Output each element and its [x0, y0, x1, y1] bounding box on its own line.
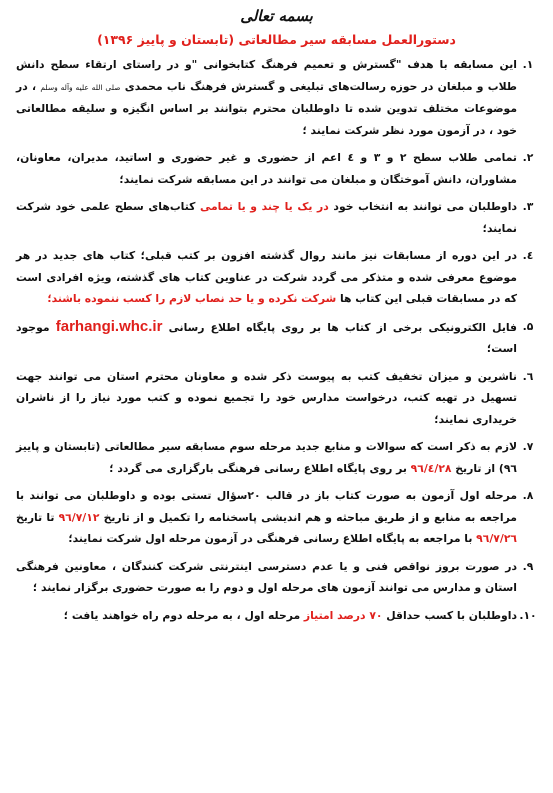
text-run: داوطلبان می توانند به انتخاب خود	[328, 200, 517, 213]
basmala-heading: بسمه تعالی	[240, 7, 313, 25]
item-text	[14, 196, 517, 239]
honorific-small-text: صلی الله علیه وآله وسلم	[40, 82, 121, 92]
list-item-1	[14, 54, 539, 141]
highlighted-text: شرکت نکرده و یا حد نصاب لازم را کسب ننموده باشند؛	[47, 292, 337, 305]
text-run: لازم به ذکر است که سوالات و منابع جدید مرحله سوم مسابقه سیر مطالعاتی (تابستان و پاییز ۹٦) از تاریخ	[16, 440, 517, 475]
text-run: ناشرین و میزان تخفیف کتب به پیوست ذکر شده و معاونان محترم استان می توانند جهت تسهیل در تهیه کتب، درخواست مدارس خود را تجمیع نموده و کتب مورد نیاز را از ناشران خریداری نمایند؛	[16, 369, 517, 426]
item-text	[14, 556, 517, 599]
list-item-2	[14, 147, 539, 190]
list-item-9	[14, 556, 539, 599]
text-run: مرحله اول آزمون به صورت کتاب باز در قالب ۲۰سؤال تستی بوده و داوطلبان می توانند با مراجعه به منابع و از طریق مباحثه و هم اندیشی پاسخنامه را تکمیل و از تاریخ	[16, 489, 518, 524]
item-text	[14, 316, 517, 360]
item-number: ۱۰.	[519, 608, 537, 622]
document-title: دستورالعمل مسابقه سیر مطالعاتی (تابستان و پاییز ۱۳۹۶)	[97, 32, 456, 47]
highlighted-date: ۹٦/۷/۱۲	[58, 510, 100, 524]
text-run: در صورت بروز نواقص فنی و یا عدم دسترسی اینترنتی شرکت کنندگان ، معاونین فرهنگی استان و مدارس می توانند آزمون های مرحله اول و دوم را به صورت حضوری برگزار نمایند ؛	[16, 559, 517, 594]
list-item-7	[14, 436, 539, 479]
item-number: ٤.	[522, 249, 534, 262]
text-run: کتاب‌های سطح علمی خود شرکت نمایند؛	[16, 200, 517, 235]
item-number: ٦.	[522, 369, 534, 383]
text-run: موجود است؛	[16, 320, 517, 355]
document-page	[14, 6, 539, 632]
item-number: ۵.	[522, 319, 534, 333]
item-text	[14, 485, 517, 550]
item-text	[14, 54, 517, 141]
item-text	[14, 366, 517, 431]
text-run: در این دوره از مسابقات نیز مانند روال گذشته افزون بر کتب قبلی؛ کتاب های جدید در هر موضوع معرفی شده و متذکر می گردد شرکت در عناوین کتاب های گذشته، ویژه افرادی است که در مسابقات قبلی این کتاب ها	[16, 249, 517, 305]
highlighted-date: ۹٦/۷/۲٦	[476, 532, 517, 545]
list-item-6	[14, 366, 539, 431]
text-run: تمامی طلاب سطح ۲ و ۳ و ٤ اعم از حضوری و غیر حضوری و اساتید، مدیران، معاونان، مشاوران، دانش آموختگان و مبلغان می توانند در این مسابقه شرکت نمایند؛	[16, 151, 517, 186]
list-item-3	[14, 196, 539, 239]
item-number: ۸.	[522, 489, 534, 502]
website-link[interactable]: farhangi.whc.ir	[55, 317, 163, 335]
instruction-list	[14, 54, 539, 626]
highlighted-text: در یک یا چند و یا تمامی	[200, 200, 329, 213]
item-text	[14, 147, 517, 190]
item-text	[14, 436, 517, 479]
list-item-8	[14, 485, 539, 550]
item-number: ۹.	[522, 559, 534, 573]
item-number: ۱.	[522, 58, 534, 71]
highlighted-text: ۷۰ درصد امتیاز	[303, 608, 383, 622]
highlighted-date: ۹٦/٤/۲۸	[410, 461, 452, 475]
list-item-10	[14, 605, 539, 627]
text-run: این مسابقه با هدف "گسترش و تعمیم فرهنگ کتابخوانی "و در راستای ارتقاء سطح دانش طلاب و مبلغان در حوزه رسالت‌های تبلیغی و گسترش فرهنگ ناب محمدی	[16, 58, 517, 93]
item-number: ۷.	[522, 440, 534, 453]
item-number: ۲.	[522, 151, 534, 164]
text-run: تا تاریخ	[16, 510, 59, 524]
item-text	[14, 245, 517, 310]
text-run: داوطلبان با کسب حداقل	[382, 608, 517, 622]
text-run: بر روی پایگاه اطلاع رسانی فرهنگی بارگزاری می گردد ؛	[109, 461, 411, 475]
text-run: ، در موضوعات مختلف تدوین شده تا داوطلبان محترم بتوانند بر اساس انگیزه و سلیقه مطالعاتی خود ، در آزمون مورد نظر شرکت نمایند ؛	[16, 79, 517, 137]
list-item-5	[14, 316, 539, 360]
text-run: با مراجعه به پایگاه اطلاع رسانی فرهنگی در آزمون مرحله اول شرکت نمایند؛	[68, 532, 477, 545]
list-item-4	[14, 245, 539, 310]
item-number: ۳.	[522, 200, 534, 213]
item-text	[14, 605, 517, 627]
text-run: مرحله اول ، به مرحله دوم راه خواهند یافت ؛	[63, 608, 304, 622]
text-run: فایل الکترونیکی برخی از کتاب ها بر روی پایگاه اطلاع رسانی	[162, 320, 517, 334]
